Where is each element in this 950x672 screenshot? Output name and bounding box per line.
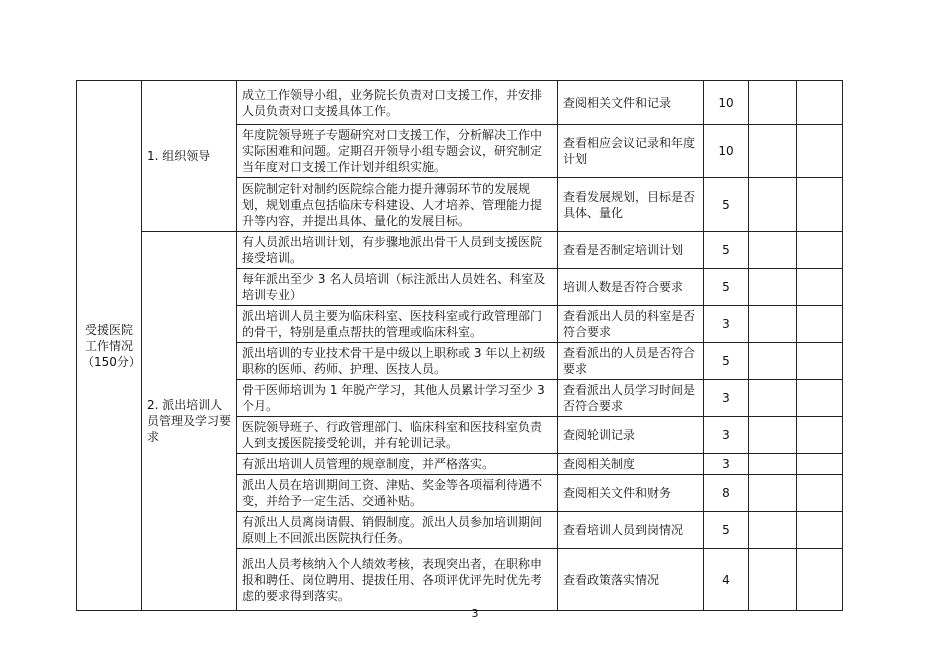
table-row xyxy=(77,81,843,125)
score-cell: 10 xyxy=(704,81,749,125)
category-label: 受援医院工作情况（150分） xyxy=(82,322,141,369)
method-cell: 查看政策落实情况 xyxy=(558,549,704,611)
blank-cell xyxy=(749,232,797,269)
blank-cell xyxy=(749,512,797,549)
score-cell: 8 xyxy=(704,475,749,512)
blank-cell xyxy=(749,81,797,125)
blank-cell xyxy=(797,81,843,125)
blank-cell xyxy=(797,549,843,611)
blank-cell xyxy=(797,512,843,549)
blank-cell xyxy=(749,269,797,306)
blank-cell xyxy=(797,125,843,178)
score-cell: 10 xyxy=(704,125,749,178)
requirement-cell: 有派出培训人员管理的规章制度，并严格落实。 xyxy=(237,454,558,475)
method-cell: 查看派出的人员是否符合要求 xyxy=(558,343,704,380)
method-cell: 查阅轮训记录 xyxy=(558,417,704,454)
requirement-cell: 派出人员在培训期间工资、津贴、奖金等各项福利待遇不变，并给予一定生活、交通补贴。 xyxy=(237,475,558,512)
score-cell: 3 xyxy=(704,417,749,454)
requirement-cell: 骨干医师培训为 1 年脱产学习，其他人员累计学习至少 3 个月。 xyxy=(237,380,558,417)
score-cell: 5 xyxy=(704,343,749,380)
blank-cell xyxy=(749,380,797,417)
requirement-cell: 派出培训的专业技术骨干是中级以上职称或 3 年以上初级职称的医师、药师、护理、医技人员。 xyxy=(237,343,558,380)
method-cell: 查看相应会议记录和年度计划 xyxy=(558,125,704,178)
requirement-cell: 有人员派出培训计划，有步骤地派出骨干人员到支援医院接受培训。 xyxy=(237,232,558,269)
method-cell: 查看发展规划，目标是否具体、量化 xyxy=(558,178,704,232)
table-row xyxy=(77,232,843,269)
blank-cell xyxy=(749,417,797,454)
blank-cell xyxy=(749,125,797,178)
score-cell: 4 xyxy=(704,549,749,611)
method-cell: 查阅相关制度 xyxy=(558,454,704,475)
score-cell: 5 xyxy=(704,269,749,306)
requirement-cell: 每年派出至少 3 名人员培训（标注派出人员姓名、科室及培训专业） xyxy=(237,269,558,306)
score-cell: 3 xyxy=(704,380,749,417)
requirement-cell: 有派出人员离岗请假、销假制度。派出人员参加培训期间原则上不回派出医院执行任务。 xyxy=(237,512,558,549)
blank-cell xyxy=(749,343,797,380)
blank-cell xyxy=(749,549,797,611)
method-cell: 查看派出人员的科室是否符合要求 xyxy=(558,306,704,343)
method-cell: 查看派出人员学习时间是否符合要求 xyxy=(558,380,704,417)
requirement-cell: 派出人员考核纳入个人绩效考核，表现突出者，在职称申报和聘任、岗位聘用、提拔任用、各项评优评先时优先考虑的要求得到落实。 xyxy=(237,549,558,611)
requirement-cell: 医院制定针对制约医院综合能力提升薄弱环节的发展规划，规划重点包括临床专科建设、人才培养、管理能力提升等内容，并提出具体、量化的发展目标。 xyxy=(237,178,558,232)
blank-cell xyxy=(797,380,843,417)
requirement-cell: 医院领导班子、行政管理部门、临床科室和医技科室负责人到支援医院接受轮训，并有轮训记录。 xyxy=(237,417,558,454)
method-cell: 查看是否制定培训计划 xyxy=(558,232,704,269)
blank-cell xyxy=(797,417,843,454)
requirement-cell: 年度院领导班子专题研究对口支援工作，分析解决工作中实际困难和问题。定期召开领导小组专题会议，研究制定当年度对口支援工作计划并组织实施。 xyxy=(237,125,558,178)
blank-cell xyxy=(797,306,843,343)
score-cell: 3 xyxy=(704,454,749,475)
section-title: 1. 组织领导 xyxy=(142,81,237,232)
blank-cell xyxy=(797,178,843,232)
blank-cell xyxy=(797,232,843,269)
blank-cell xyxy=(797,475,843,512)
evaluation-table xyxy=(76,80,843,611)
category-cell xyxy=(77,81,142,611)
blank-cell xyxy=(749,178,797,232)
blank-cell xyxy=(797,343,843,380)
method-cell: 查阅相关文件和财务 xyxy=(558,475,704,512)
blank-cell xyxy=(797,269,843,306)
method-cell: 查看培训人员到岗情况 xyxy=(558,512,704,549)
score-cell: 5 xyxy=(704,232,749,269)
blank-cell xyxy=(749,306,797,343)
requirement-cell: 派出培训人员主要为临床科室、医技科室或行政管理部门的骨干，特别是重点帮扶的管理或临床科室。 xyxy=(237,306,558,343)
section-title: 2. 派出培训人员管理及学习要求 xyxy=(142,232,237,611)
blank-cell xyxy=(749,454,797,475)
score-cell: 3 xyxy=(704,306,749,343)
score-cell: 5 xyxy=(704,512,749,549)
method-cell: 查阅相关文件和记录 xyxy=(558,81,704,125)
method-cell: 培训人数是否符合要求 xyxy=(558,269,704,306)
requirement-cell: 成立工作领导小组，业务院长负责对口支援工作，并安排人员负责对口支援具体工作。 xyxy=(237,81,558,125)
blank-cell xyxy=(749,475,797,512)
score-cell: 5 xyxy=(704,178,749,232)
blank-cell xyxy=(797,454,843,475)
page-number: 3 xyxy=(471,607,479,620)
